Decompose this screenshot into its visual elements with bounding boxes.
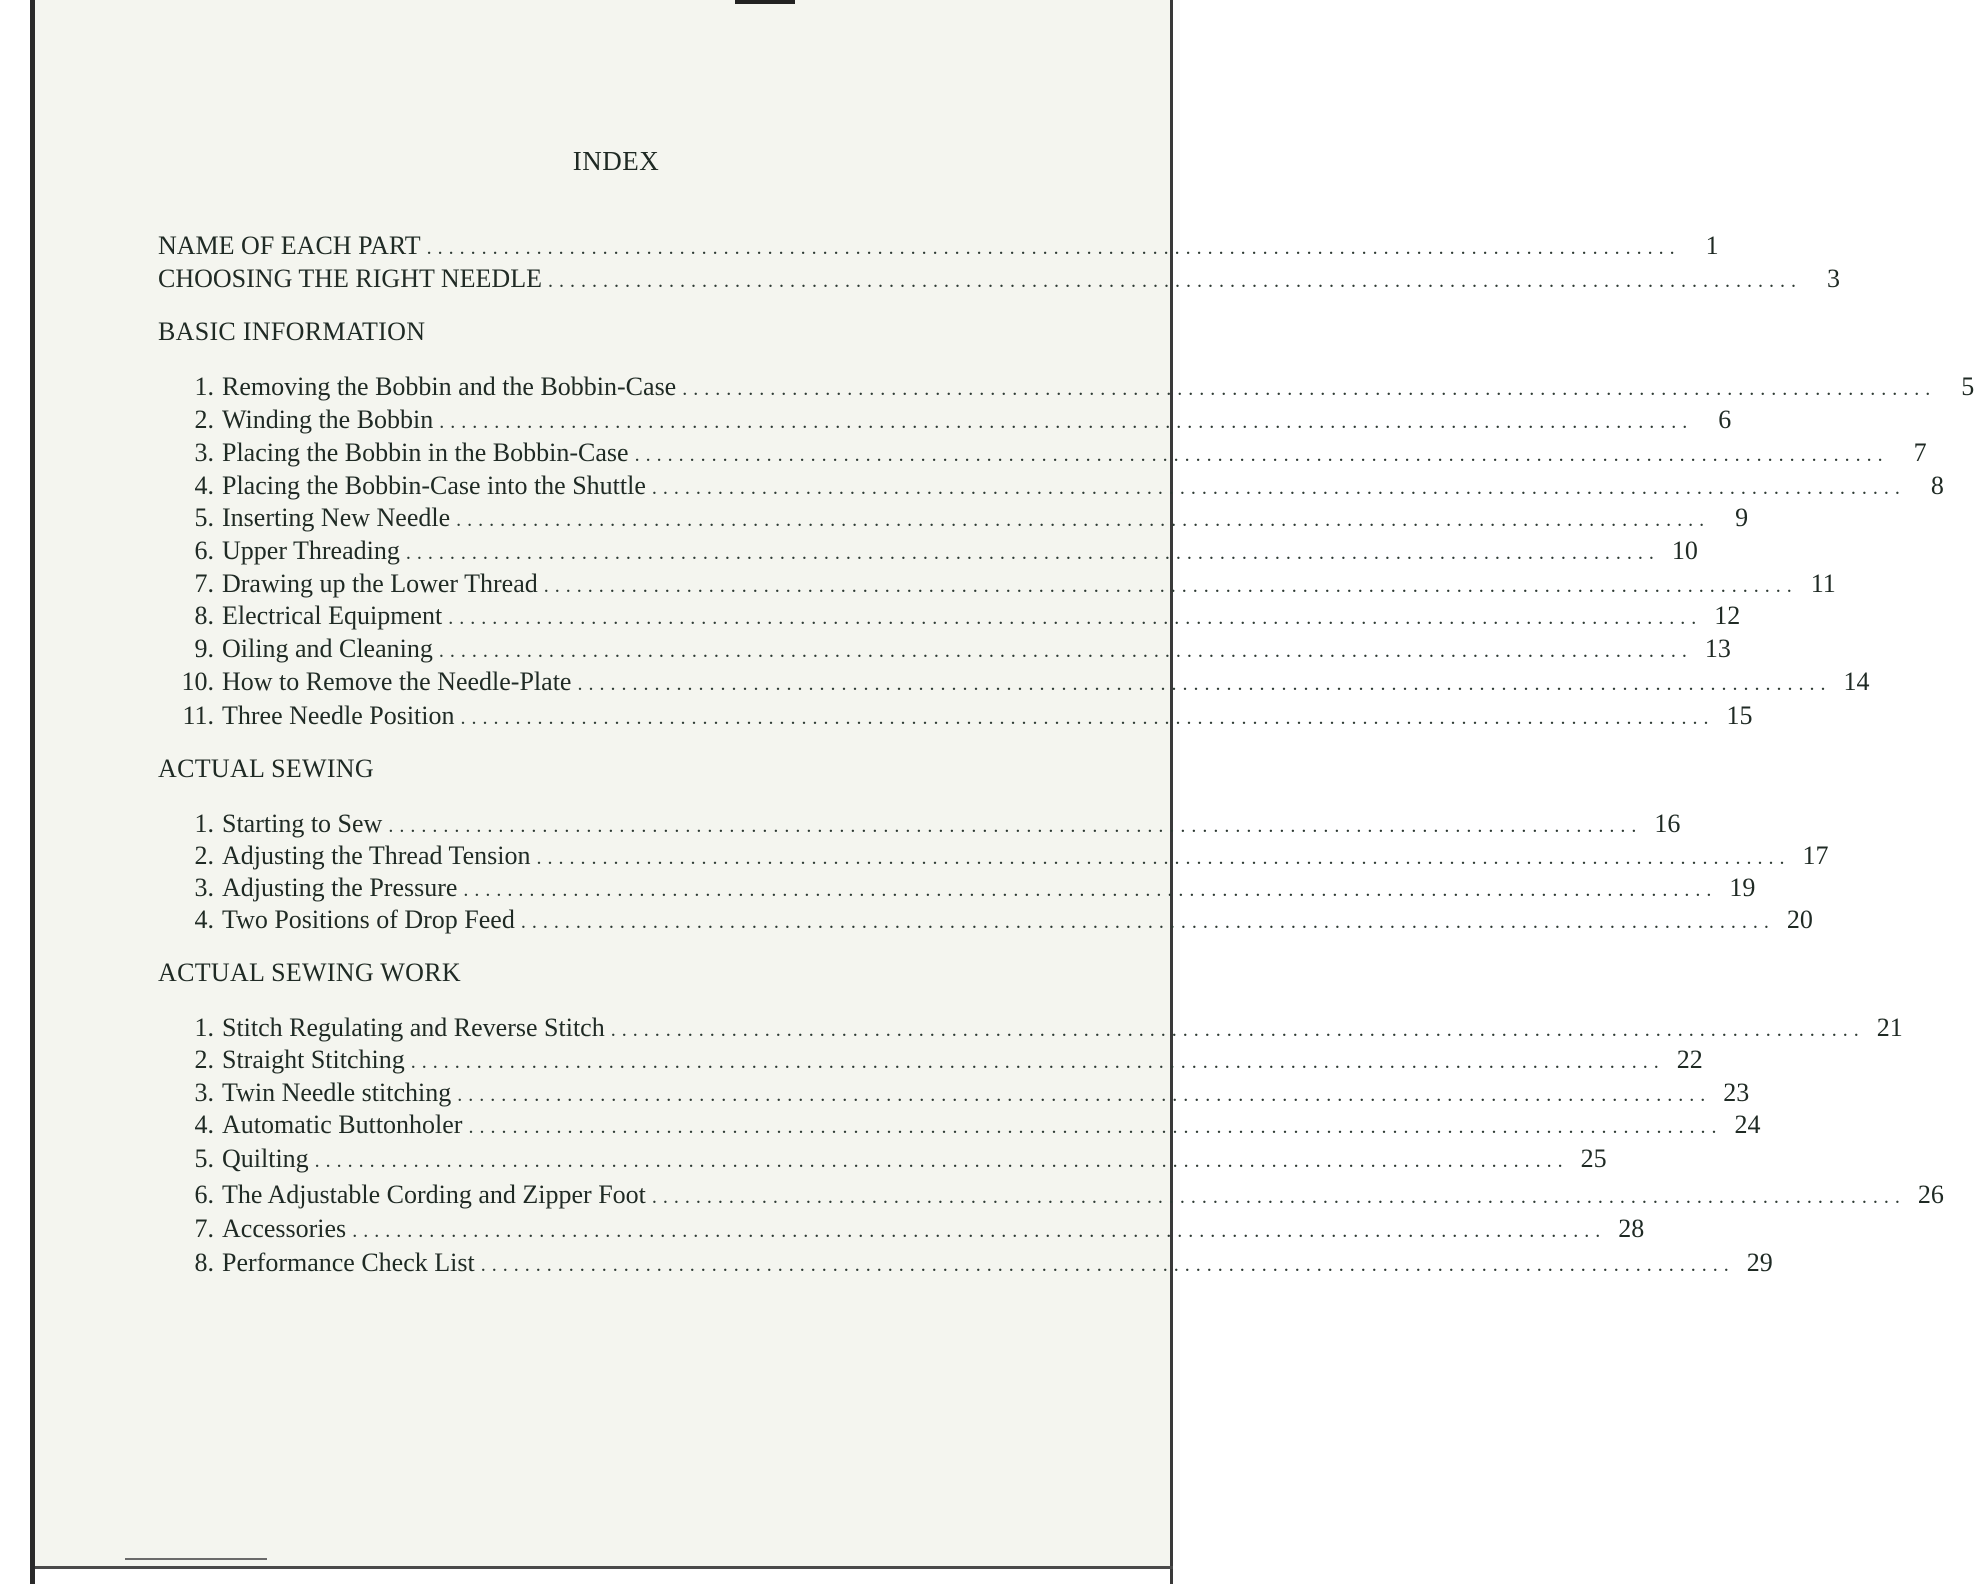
toc-entry-label: NAME OF EACH PART — [158, 231, 421, 260]
toc-item-label: Stitch Regulating and Reverse Stitch — [222, 1013, 605, 1042]
dot-leader: .................................................................................................................. — [634, 444, 1889, 466]
dot-leader: .................................................................................................................. — [651, 477, 1906, 499]
dot-leader: .................................................................................................................. — [314, 1150, 1569, 1172]
toc-item — [158, 667, 1870, 699]
dot-leader: .................................................................................................................. — [547, 270, 1802, 292]
toc-item — [158, 405, 1732, 437]
dot-leader: .................................................................................................................. — [463, 879, 1718, 901]
toc-item-page: 19 — [1729, 873, 1756, 902]
toc-item-number: 4. — [194, 1110, 214, 1139]
toc-entry — [158, 231, 1719, 263]
toc-item — [158, 905, 1813, 937]
toc-item — [158, 536, 1698, 568]
section-heading: BASIC INFORMATION — [158, 317, 426, 346]
toc-item-label: Electrical Equipment — [222, 601, 443, 630]
toc-item-page: 11 — [1810, 569, 1836, 598]
toc-item-page: 17 — [1802, 841, 1829, 870]
toc-item-number: 2. — [194, 841, 214, 870]
scan-margin-left — [0, 0, 34, 1584]
dot-leader: .................................................................................................................. — [543, 575, 1798, 597]
dot-leader: .................................................................................................................. — [405, 542, 1660, 564]
toc-item-number: 6. — [194, 1180, 214, 1209]
toc-item-label: How to Remove the Needle-Plate — [222, 667, 572, 696]
toc-item-page: 12 — [1714, 601, 1741, 630]
toc-item-number: 2. — [194, 1045, 214, 1074]
toc-item-page: 29 — [1746, 1248, 1773, 1277]
toc-item-page: 5 — [1961, 372, 1974, 401]
dot-leader: .................................................................................................................. — [426, 237, 1681, 259]
toc-item-number: 6. — [194, 536, 214, 565]
toc-item-number: 1. — [194, 1013, 214, 1042]
dot-leader: .................................................................................................................. — [457, 1084, 1712, 1106]
toc-item — [158, 1013, 1903, 1045]
toc-item-number: 8. — [194, 601, 214, 630]
toc-item-page: 26 — [1917, 1180, 1944, 1209]
toc-item — [158, 1214, 1645, 1246]
toc-item-page: 15 — [1726, 701, 1753, 730]
dot-leader: .................................................................................................................. — [480, 1254, 1735, 1276]
toc-item — [158, 1144, 1607, 1176]
toc-item-label: Oiling and Cleaning — [222, 634, 433, 663]
dot-leader: .................................................................................................................. — [438, 640, 1693, 662]
toc-item — [158, 1110, 1761, 1142]
page-edge-bottom — [35, 1566, 1173, 1569]
toc-item-label: Accessories — [222, 1214, 347, 1243]
toc-item — [158, 569, 1836, 601]
toc-item-label: Automatic Buttonholer — [222, 1110, 463, 1139]
page-title: INDEX — [572, 146, 660, 176]
dot-leader: .................................................................................................................. — [468, 1116, 1723, 1138]
toc-item — [158, 438, 1927, 470]
toc-item-page: 8 — [1930, 471, 1944, 500]
toc-item-number: 8. — [194, 1248, 214, 1277]
toc-item-label: Twin Needle stitching — [222, 1078, 452, 1107]
toc-item-label: Placing the Bobbin-Case into the Shuttle — [222, 471, 646, 500]
toc-item-number: 5. — [194, 1144, 214, 1173]
toc-item-label: Inserting New Needle — [222, 503, 451, 532]
dot-leader: .................................................................................................................. — [536, 847, 1791, 869]
toc-item-number: 9. — [194, 634, 214, 663]
toc-item-number: 3. — [194, 1078, 214, 1107]
toc-item-label: Winding the Bobbin — [222, 405, 434, 434]
toc-item — [158, 1078, 1750, 1110]
toc-item — [158, 1045, 1703, 1077]
toc-item-number: 11. — [182, 701, 214, 730]
toc-item — [158, 601, 1741, 633]
dot-leader: .................................................................................................................. — [456, 509, 1711, 531]
toc-item-number: 10. — [181, 667, 214, 696]
toc-item-number: 1. — [194, 809, 214, 838]
toc-item — [158, 471, 1944, 503]
toc-item — [158, 809, 1681, 841]
toc-item-page: 24 — [1734, 1110, 1761, 1139]
toc-item-label: Drawing up the Lower Thread — [222, 569, 538, 598]
toc-item-label: Quilting — [222, 1144, 309, 1173]
toc-item-page: 23 — [1723, 1078, 1750, 1107]
dot-leader: .................................................................................................................. — [439, 411, 1694, 433]
dot-leader: .................................................................................................................. — [460, 707, 1715, 729]
toc-item-page: 20 — [1786, 905, 1813, 934]
toc-item-label: Performance Check List — [222, 1248, 475, 1277]
toc-item-number: 3. — [194, 873, 214, 902]
toc-item-number: 4. — [194, 471, 214, 500]
toc-item-label: Straight Stitching — [222, 1045, 405, 1074]
dot-leader: .................................................................................................................. — [651, 1186, 1906, 1208]
toc-item — [158, 634, 1731, 666]
toc-item — [158, 372, 1974, 404]
scan-mark-bottom — [125, 1558, 267, 1560]
section-heading: ACTUAL SEWING — [158, 754, 374, 783]
toc-item-page: 7 — [1913, 438, 1927, 467]
toc-item-label: Two Positions of Drop Feed — [222, 905, 515, 934]
toc-item-number: 2. — [194, 405, 214, 434]
toc-item — [158, 503, 1749, 535]
toc-item-label: The Adjustable Cording and Zipper Foot — [222, 1180, 646, 1209]
toc-item — [158, 873, 1756, 905]
toc-item-page: 21 — [1876, 1013, 1903, 1042]
toc-item-page: 28 — [1618, 1214, 1645, 1243]
dot-leader: .................................................................................................................. — [520, 911, 1775, 933]
toc-item-number: 4. — [194, 905, 214, 934]
toc-item — [158, 841, 1829, 873]
toc-item-number: 7. — [194, 1214, 214, 1243]
toc-entry-label: CHOOSING THE RIGHT NEEDLE — [158, 264, 542, 293]
toc-item-page: 9 — [1735, 503, 1749, 532]
toc-item-number: 7. — [194, 569, 214, 598]
dot-leader: .................................................................................................................. — [388, 815, 1643, 837]
toc-item-page: 13 — [1704, 634, 1731, 663]
toc-item-page: 10 — [1671, 536, 1698, 565]
toc-item-number: 1. — [194, 372, 214, 401]
toc-entry-page: 1 — [1705, 231, 1719, 260]
toc-item — [158, 701, 1753, 733]
toc-item-label: Placing the Bobbin in the Bobbin-Case — [222, 438, 629, 467]
dot-leader: .................................................................................................................. — [352, 1220, 1607, 1242]
dot-leader: .................................................................................................................. — [682, 378, 1937, 400]
toc-entry-page: 3 — [1826, 264, 1840, 293]
toc-item-page: 22 — [1676, 1045, 1703, 1074]
toc-item-number: 5. — [194, 503, 214, 532]
toc-item — [158, 1180, 1944, 1212]
toc-item-label: Adjusting the Pressure — [222, 873, 458, 902]
toc-item-label: Three Needle Position — [222, 701, 455, 730]
dot-leader: .................................................................................................................. — [410, 1051, 1665, 1073]
toc-item-label: Adjusting the Thread Tension — [222, 841, 531, 870]
toc-item — [158, 1248, 1773, 1280]
toc-entry — [158, 264, 1840, 296]
toc-item-page: 25 — [1580, 1144, 1607, 1173]
toc-item-page: 6 — [1718, 405, 1732, 434]
section-heading: ACTUAL SEWING WORK — [158, 958, 461, 987]
toc-item-label: Upper Threading — [222, 536, 400, 565]
toc-item-page: 16 — [1654, 809, 1681, 838]
scan-mark-top — [735, 0, 795, 4]
dot-leader: .................................................................................................................. — [448, 607, 1703, 629]
dot-leader: .................................................................................................................. — [610, 1019, 1865, 1041]
toc-item-page: 14 — [1843, 667, 1870, 696]
dot-leader: .................................................................................................................. — [577, 673, 1832, 695]
toc-item-number: 3. — [194, 438, 214, 467]
toc-item-label: Removing the Bobbin and the Bobbin-Case — [222, 372, 677, 401]
toc-item-label: Starting to Sew — [222, 809, 383, 838]
